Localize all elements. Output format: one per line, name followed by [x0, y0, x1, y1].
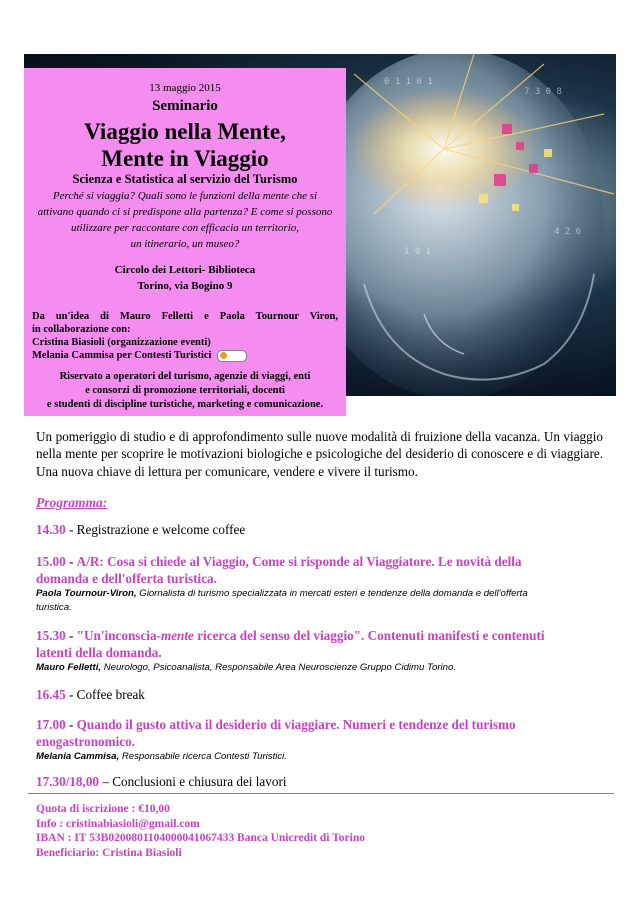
program-title-cont: domanda e dell'offerta turistica.	[36, 571, 217, 586]
contesti-turistici-logo-icon	[217, 350, 247, 362]
program-time: 15.30	[36, 628, 66, 643]
program-title-cont: enogastronomico.	[36, 734, 136, 749]
program-time: 17.30/18,00	[36, 774, 100, 789]
program-title: Conclusioni e chiusura dei lavori	[112, 774, 287, 789]
event-title-line1: Viaggio nella Mente,	[84, 119, 286, 144]
title-box	[24, 68, 346, 416]
program-time: 15.00	[36, 554, 66, 569]
registration-email: Info : cristinabiasioli@gmail.com	[36, 817, 200, 830]
event-title	[24, 118, 346, 172]
program-separator: -	[65, 628, 77, 643]
program-time: 14.30	[36, 522, 66, 537]
program-title-emph: mente	[160, 628, 194, 643]
program-title: A/R: Cosa si chiede al Viaggio, Come si risponde al Viaggiatore. Le novità della	[76, 554, 522, 569]
organizers-line: Cristina Biasioli (organizzazione eventi)	[32, 337, 211, 348]
question-line: utilizzare per raccontare con efficacia un territorio,	[70, 222, 299, 234]
intro-paragraph: Un pomeriggio di studio e di approfondimento sulle nuove modalità di fruizione della vacanza. Un viaggio nella mente per scoprire le motivazioni biologiche e psicologiche del desiderio di conoscere e di viaggiare. Una nuova chiave di lettura per comunicare, vendere e vivere il turismo.	[36, 429, 603, 479]
event-questions	[24, 188, 346, 252]
speaker-name: Paola Tournour-Viron,	[36, 588, 137, 599]
program-title: ricerca del senso del viaggio". Contenuti manifesti e contenuti	[193, 628, 545, 643]
svg-text:0 1 1 0 1: 0 1 1 0 1	[384, 77, 433, 87]
registration-info	[36, 802, 365, 860]
program-time: 17.00	[36, 717, 66, 732]
speaker-role: Neurologo, Psicoanalista, Responsabile Area Neuroscienze Gruppo Cidimu Torino.	[101, 662, 457, 673]
program-item	[36, 716, 611, 764]
registration-beneficiary: Beneficiario: Cristina Biasioli	[36, 846, 182, 859]
venue-address: Torino, via Bogino 9	[137, 280, 233, 292]
program-item	[36, 773, 611, 790]
footer-divider	[28, 793, 614, 794]
program-title: Quando il gusto attiva il desiderio di viaggiare. Numeri e tendenze del turismo	[76, 717, 516, 732]
programma-heading: Programma:	[36, 495, 108, 510]
organizers	[32, 310, 338, 362]
program-time: 16.45	[36, 687, 66, 702]
speaker-role: Giornalista di turismo specializzata in mercati esteri e tendenze della domanda e dell'offerta	[136, 588, 528, 599]
event-title-line2: Mente in Viaggio	[101, 146, 269, 171]
question-line: attivano quando ci si predispone alla partenza? E come si possono	[37, 206, 333, 218]
svg-text:1 0 1: 1 0 1	[404, 247, 432, 257]
organizers-line: Melania Cammisa per Contesti Turistici	[32, 350, 212, 361]
program-speaker	[36, 661, 611, 675]
venue-name: Circolo dei Lettori- Biblioteca	[114, 264, 256, 276]
program-item	[36, 686, 611, 703]
program-title: "Un'inconscia-	[76, 628, 161, 643]
question-line: Perché si viaggia? Quali sono le funzioni della mente che si	[52, 190, 318, 202]
program-title-cont: latenti della domanda.	[36, 645, 162, 660]
program-separator: –	[99, 774, 113, 789]
program-speaker	[36, 587, 611, 601]
program-separator: -	[65, 687, 77, 702]
speaker-name: Melania Cammisa,	[36, 751, 120, 762]
registration-iban: IBAN : IT 53B0200801104000041067433 Banca Unicredit di Torino	[36, 832, 365, 844]
program-separator: -	[65, 554, 77, 569]
program-separator: -	[65, 522, 77, 537]
program-title: Coffee break	[76, 687, 145, 702]
program-item	[36, 521, 611, 538]
audience	[24, 370, 346, 412]
event-type: Seminario	[152, 98, 218, 114]
registration-fee: Quota di iscrizione : €10,00	[36, 803, 170, 815]
question-line: un itinerario, un museo?	[130, 238, 240, 250]
audience-line: Riservato a operatori del turismo, agenzie di viaggi, enti	[59, 371, 311, 382]
organizers-line-last	[32, 349, 338, 362]
audience-line: e consorzi di promozione territoriali, docenti	[85, 385, 285, 396]
event-date: 13 maggio 2015	[149, 82, 221, 94]
speaker-role-cont: turistica.	[36, 602, 72, 613]
program-separator: -	[65, 717, 77, 732]
program-item	[36, 627, 611, 675]
event-venue	[24, 262, 346, 294]
speaker-name: Mauro Felletti,	[36, 662, 102, 673]
program-item	[36, 553, 611, 615]
svg-text:4 2 6: 4 2 6	[554, 227, 582, 237]
organizers-line: Da un'idea di Mauro Felletti e Paola Tournour Viron,	[32, 311, 338, 322]
audience-line: e studenti di discipline turistiche, marketing e comunicazione.	[46, 399, 324, 410]
program-title: Registrazione e welcome coffee	[76, 522, 246, 537]
event-subtitle: Scienza e Statistica al servizio del Turismo	[72, 172, 298, 186]
speaker-role: Responsabile ricerca Contesti Turistici.	[119, 751, 287, 762]
organizers-line: in collaborazione con:	[32, 324, 131, 335]
program-speaker	[36, 750, 611, 764]
svg-text:7 3 0 8: 7 3 0 8	[524, 87, 562, 97]
